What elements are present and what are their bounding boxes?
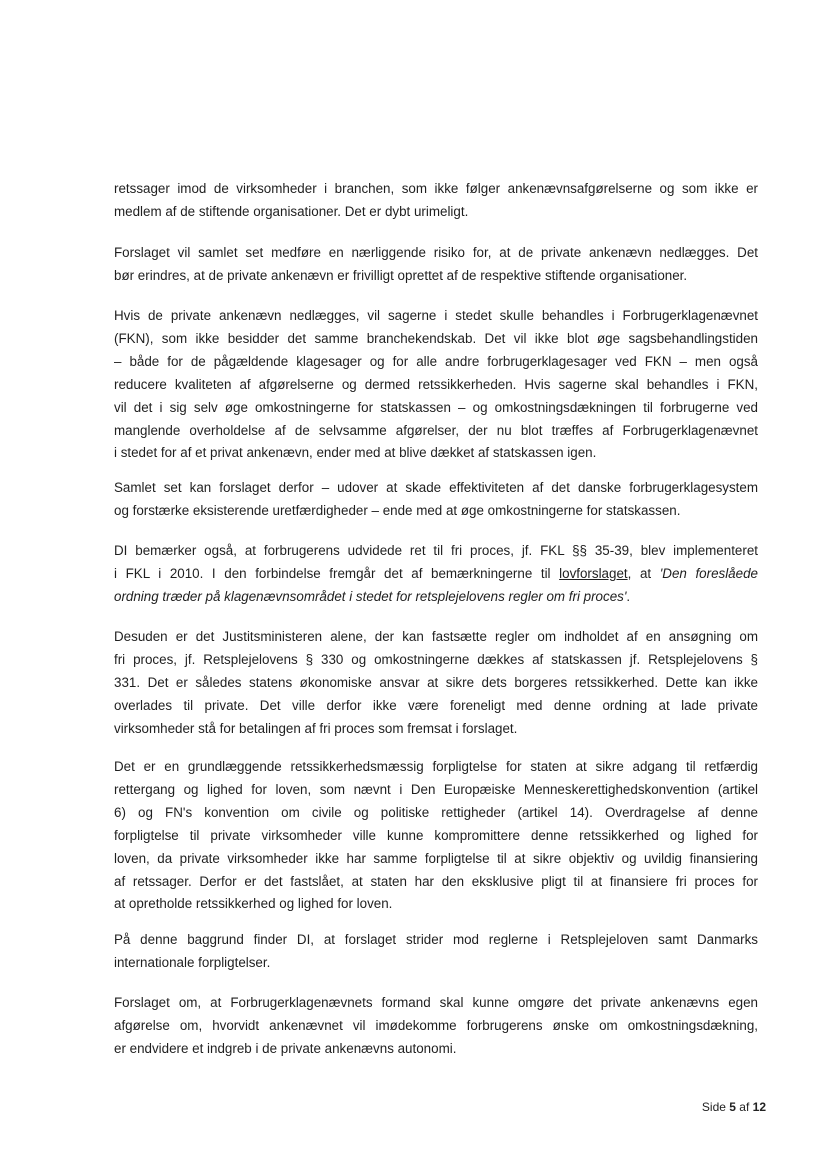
- paragraph-3: [114, 305, 758, 465]
- paragraph-line: rettergang og lighed for loven, som nævnt i Den Europæiske Menneskerettighedskonvention (artikel: [114, 781, 758, 797]
- paragraph-line: internationale forpligtelser.: [114, 954, 271, 970]
- page-number-middle: af: [735, 1100, 753, 1114]
- page-number: [702, 1100, 766, 1114]
- paragraph-line: i stedet for af et privat ankenævn, ender med at blive dækket af statskassen igen.: [114, 445, 597, 461]
- paragraph-line: loven, da private virksomheder ikke har samme forpligtelse til at sikre objektiv og uvildig finansiering: [114, 850, 758, 866]
- paragraph-line: vil det i sig selv øge omkostningerne for statskassen – og omkostningsdækningen til forbrugerne ved: [114, 399, 758, 415]
- paragraph-line: virksomheder stå for betalingen af fri proces som fremsat i forslaget.: [114, 720, 518, 736]
- paragraph-8: [114, 929, 758, 975]
- paragraph-line: Desuden er det Justitsministeren alene, der kan fastsætte regler om indholdet af en ansøgning om: [114, 629, 758, 644]
- paragraph-line: [114, 563, 758, 586]
- paragraph-line: at opretholde retssikkerhed og lighed for loven.: [114, 896, 393, 912]
- paragraph-line: Det er en grundlæggende retssikkerhedsmæssig forpligtelse for staten at sikre adgang til retfærdig: [114, 759, 758, 774]
- paragraph-line: (FKN), som ikke besidder det samme branchekendskab. Det vil ikke blot øge sagsbehandlingstiden: [114, 330, 758, 346]
- paragraph-line: manglende overholdelse af de selvsamme afgørelser, der nu blot træffes af Forbrugerklagenævnet: [114, 422, 758, 438]
- paragraph-7: [114, 756, 758, 916]
- paragraph-line: medlem af de stiftende organisationer. Det er dybt urimeligt.: [114, 203, 469, 219]
- paragraph-line: [114, 586, 758, 609]
- paragraph-line: afgørelse om, hvorvidt ankenævnet vil imødekomme forbrugerens ønske om omkostningsdækning,: [114, 1017, 758, 1033]
- paragraph-line: 6) og FN's konvention om civile og politiske rettigheder (artikel 14). Overdragelse af denne: [114, 804, 758, 820]
- paragraph-line: Forslaget vil samlet set medføre en nærliggende risiko for, at de private ankenævn nedlægges. Det: [114, 245, 758, 260]
- paragraph-text: i FKL i 2010. I den forbindelse fremgår det af bemærkningerne til: [114, 565, 560, 581]
- paragraph-line: af retssager. Derfor er det fastslået, at staten har den eksklusive pligt til at finansiere fri proces for: [114, 873, 758, 889]
- paragraph-2: [114, 242, 758, 288]
- current-page: 5: [729, 1100, 736, 1114]
- paragraph-line: Samlet set kan forslaget derfor – udover at skade effektiviteten af det danske forbrugerklagesystem: [114, 480, 758, 495]
- paragraph-line: På denne baggrund finder DI, at forslaget strider mod reglerne i Retsplejeloven samt Danmarks: [114, 932, 758, 947]
- paragraph-text: .: [626, 588, 631, 604]
- paragraph-line: er endvidere et indgreb i de private ankenævns autonomi.: [114, 1040, 457, 1056]
- total-pages: 12: [752, 1100, 766, 1114]
- paragraph-5: [114, 540, 758, 609]
- paragraph-line: og forstærke eksisterende uretfærdigheder – ende med at øge omkostningerne for statskassen.: [114, 502, 681, 518]
- paragraph-line: Hvis de private ankenævn nedlægges, vil sagerne i stedet skulle behandles i Forbrugerklagenævnet: [114, 308, 758, 323]
- paragraph-text: , at: [627, 565, 660, 581]
- paragraph-line: retssager imod de virksomheder i branchen, som ikke følger ankenævnsafgørelserne og som ikke er: [114, 181, 758, 196]
- paragraph-line: – både for de pågældende klagesager og for alle andre forbrugerklagesager ved FKN – men også: [114, 353, 758, 369]
- paragraph-line: 331. Det er således statens økonomiske ansvar at sikre dets borgeres retssikkerhed. Dette kan ikke: [114, 674, 758, 690]
- paragraph-4: [114, 477, 758, 523]
- paragraph-1: [114, 178, 758, 224]
- paragraph-line: Forslaget om, at Forbrugerklagenævnets formand skal kunne omgøre det private ankenævns egen: [114, 995, 758, 1010]
- quote-text: 'Den foreslåede: [659, 565, 758, 581]
- paragraph-9: [114, 992, 758, 1061]
- lovforslaget-link[interactable]: lovforslaget: [559, 565, 628, 581]
- paragraph-line: forpligtelse til private virksomheder ville kunne kompromittere denne retssikkerhed og lighed for: [114, 827, 758, 843]
- quote-text: ordning træder på klagenævnsområdet i stedet for retsplejelovens regler om fri proces': [114, 588, 627, 604]
- paragraph-6: [114, 626, 758, 741]
- paragraph-line: bør erindres, at de private ankenævn er frivilligt oprettet af de respektive stiftende organisationer.: [114, 267, 688, 283]
- paragraph-line: DI bemærker også, at forbrugerens udvidede ret til fri proces, jf. FKL §§ 35-39, blev implementeret: [114, 543, 758, 558]
- paragraph-line: reducere kvaliteten af afgørelserne og dermed retssikkerheden. Hvis sagerne skal behandles i FKN,: [114, 376, 758, 392]
- page-number-prefix: Side: [701, 1100, 730, 1114]
- paragraph-line: fri proces, jf. Retsplejelovens § 330 og omkostningerne dækkes af statskassen jf. Retsplejelovens §: [114, 651, 758, 667]
- paragraph-line: overlades til private. Det ville derfor ikke være foreneligt med denne ordning at lade private: [114, 697, 758, 713]
